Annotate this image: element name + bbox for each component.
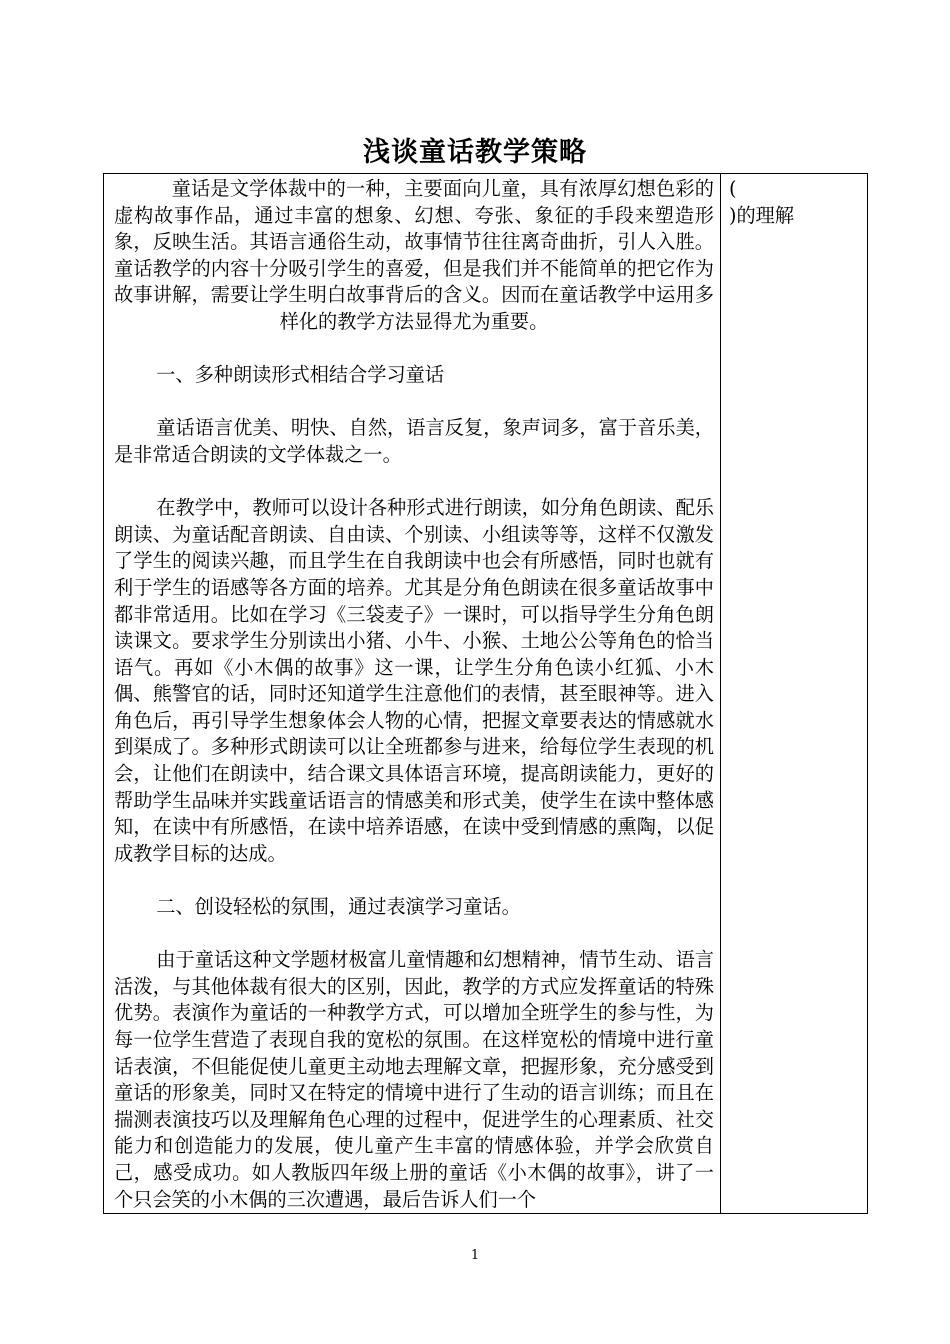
body-paragraph: 由于童话这种文学题材极富儿童情趣和幻想精神，情节生动、语言活泼，与其他体裁有很大的区别，因此，教学的方式应发挥童话的特殊优势。表演作为童话的一种教学方式，可以增加全班学生的参与性，为每一位学生营造了表现自我的宽松的氛围。在这样宽松的情境中进行童话表演，不但能促使儿童更主动地去理解文章，把握形象，充分感受到童话的形象美，同时又在特定的情境中进行了生动的语言训练；而且在揣测表演技巧以及理解角色心理的过程中，促进学生的心理素质、社交能力和创造能力的发展，使儿童产生丰富的情感体验，并学会欣赏自己，感受成功。如人教版四年级上册的童话《小木偶的故事》，讲了一个只会笑的小木偶的三次遭遇，最后告诉人们一个 — [114, 948, 714, 1211]
side-note-cell — [721, 174, 868, 1214]
section-heading-1: 一、多种朗读形式相结合学习童话 — [156, 363, 445, 387]
body-paragraph: 童话语言优美、明快、自然，语言反复，象声词多，富于音乐美，是非常适合朗读的文学体裁之一。 — [114, 416, 714, 466]
document-title: 浅谈童话教学策略 — [363, 137, 587, 168]
intro-paragraph: 童话是文学体裁中的一种，主要面向儿童，具有浓厚幻想色彩的虚构故事作品，通过丰富的想象、幻想、夸张、象征的手段来塑造形象，反映生活。其语言通俗生动，故事情节往往离奇曲折，引人入胜。童话教学的内容十分吸引学生的喜爱，但是我们并不能简单的把它作为故事讲解，需要让学生明白故事背后的含义。因而在童话教学中运用多样化的教学方法显得尤为重要。 — [114, 177, 714, 333]
side-note-line: ( — [729, 177, 737, 200]
content-table — [103, 173, 868, 1214]
section-heading-2: 二、创设轻松的氛围，通过表演学习童话。 — [156, 895, 521, 919]
main-text-cell — [104, 174, 721, 1214]
page-number: 1 — [470, 1248, 480, 1263]
content-row — [104, 174, 868, 1214]
side-note-line: )的理解 — [729, 203, 795, 227]
body-paragraph: 在教学中，教师可以设计各种形式进行朗读，如分角色朗读、配乐朗读、为童话配音朗读、自由读、个别读、小组读等等，这样不仅激发了学生的阅读兴趣，而且学生在自我朗读中也会有所感悟，同时也就有利于学生的语感等各方面的培养。尤其是分角色朗读在很多童话故事中都非常适用。比如在学习《三袋麦子》一课时，可以指导学生分角色朗读课文。要求学生分别读出小猪、小牛、小猴、土地公公等角色的恰当语气。再如《小木偶的故事》这一课，让学生分角色读小红狐、小木偶、熊警官的话，同时还知道学生注意他们的表情，甚至眼神等。进入角色后，再引导学生想象体会人物的心情，把握文章要表达的情感就水到渠成了。多种形式朗读可以让全班都参与进来，给每位学生表现的机会，让他们在朗读中，结合课文具体语言环境，提高朗读能力，更好的帮助学生品味并实践童话语言的情感美和形式美，使学生在读中整体感知，在读中有所感悟，在读中培养语感，在读中受到情感的熏陶，以促成教学目标的达成。 — [114, 496, 714, 865]
